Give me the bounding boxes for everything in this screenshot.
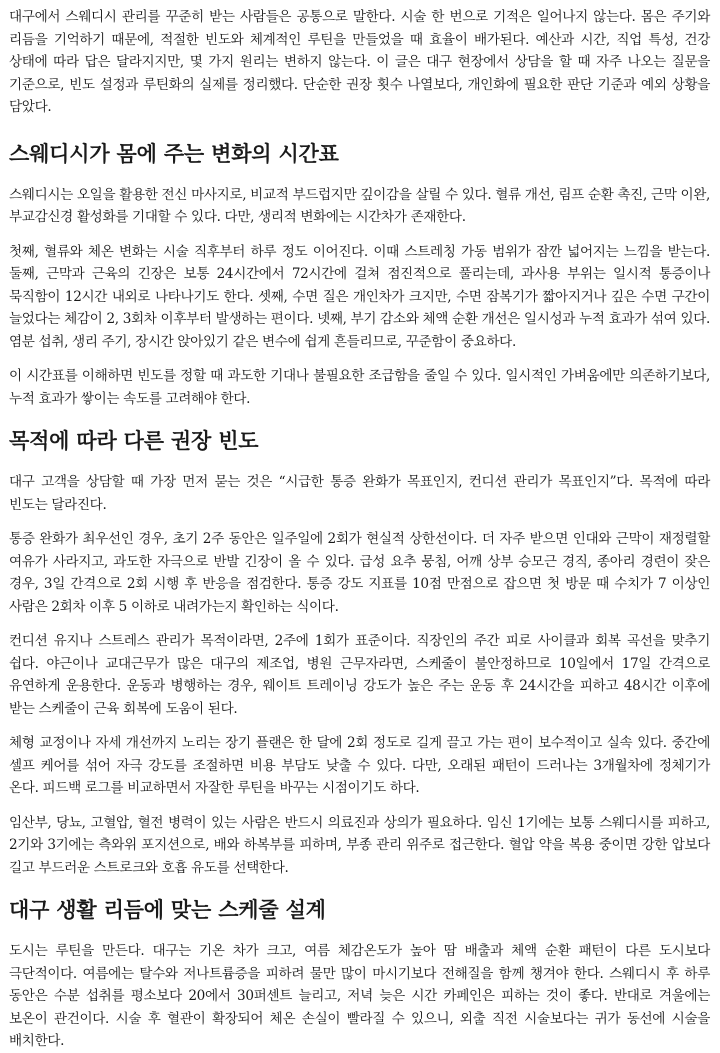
section-time-table [9, 141, 710, 411]
body-paragraph: 첫째, 혈류와 체온 변화는 시술 직후부터 하루 정도 이어진다. 이때 스트레칭 가동 범위가 잠깐 넓어지는 느낌을 받는다. 둘째, 근막과 근육의 긴장은 보통 24시간에서 72시간에 걸쳐 점진적으로 풀리는데, 과사용 부위는 일시적 통증이나 묵직함이 12시간 내외로 나타나기도 한다. 셋째, 수면 질은 개인차가 크지만, 수면 잠복기가 짧아지거나 깊은 수면 구간이 늘었다는 체감이 2, 3회차 이후부터 발생하는 편이다. 넷째, 부기 감소와 체액 순환 개선은 일시성과 누적 효과가 섞여 있다. 염분 섭취, 생리 주기, 장시간 앉아있기 같은 변수에 쉽게 흔들리므로, 꾸준함이 중요하다. [9, 243, 710, 350]
body-paragraph: 대구 고객을 상담할 때 가장 먼저 묻는 것은 “시급한 통증 완화가 목표인지, 컨디션 관리가 목표인지”다. 목적에 따라 빈도는 달라진다. [9, 474, 710, 513]
body-paragraph: 스웨디시는 오일을 활용한 전신 마사지로, 비교적 부드럽지만 깊이감을 살릴 수 있다. 혈류 개선, 림프 순환 촉진, 근막 이완, 부교감신경 활성화를 기대할 수 있다. 다만, 생리적 변화에는 시간차가 존재한다. [9, 186, 710, 225]
body-paragraph: 임산부, 당뇨, 고혈압, 혈전 병력이 있는 사람은 반드시 의료진과 상의가 필요하다. 임신 1기에는 보통 스웨디시를 피하고, 2기와 3기에는 측와위 포지션으로, 배와 하복부를 피하며, 부종 관리 위주로 접근한다. 혈압 약을 복용 중이면 강한 압보다 길고 부드러운 스트로크와 호흡 유도를 선택한다. [9, 814, 710, 876]
body-paragraph: 체형 교정이나 자세 개선까지 노리는 장기 플랜은 한 달에 2회 정도로 길게 끌고 가는 편이 보수적이고 실속 있다. 중간에 셀프 케어를 섞어 자극 강도를 조절하면 비용 부담도 낮출 수 있다. 다만, 오래된 패턴이 드러나는 3개월차에 정체기가 온다. 피드백 로그를 비교하면서 자잘한 루틴을 바꾸는 시점이기도 하다. [9, 735, 710, 796]
section-heading: 스웨디시가 몸에 주는 변화의 시간표 [9, 141, 339, 166]
section-recommended-frequency [9, 428, 710, 879]
section-heading: 목적에 따라 다른 권장 빈도 [9, 429, 259, 453]
intro-paragraph: 대구에서 스웨디시 관리를 꾸준히 받는 사람들은 공통으로 말한다. 시술 한 번으로 기적은 일어나지 않는다. 몸은 주기와 리듬을 기억하기 때문에, 적절한 빈도와 체계적인 루틴을 만들었을 때 효율이 배가된다. 예산과 시간, 직업 특성, 건강 상태에 따라 답은 달라지지만, 몇 가지 원리는 변하지 않는다. 이 글은 대구 현장에서 상담을 할 때 자주 나오는 질문을 기준으로, 빈도 설정과 루틴화의 실제를 정리했다. 단순한 권장 횟수 나열보다, 개인화에 필요한 판단 기준과 예외 상황을 담았다. [9, 9, 710, 115]
section-daegu-schedule [9, 897, 710, 1053]
body-paragraph: 도시는 루틴을 만든다. 대구는 기온 차가 크고, 여름 체감온도가 높아 땀 배출과 체액 순환 패턴이 다른 도시보다 극단적이다. 여름에는 탈수와 저나트륨증을 피하려 물만 많이 마시기보다 전해질을 함께 챙겨야 한다. 스웨디시 후 하루 동안은 수분 섭취를 평소보다 20에서 30퍼센트 늘리고, 저녁 늦은 시간 카페인은 피하는 것이 좋다. 반대로 겨울에는 보온이 관건이다. 시술 후 혈관이 확장되어 체온 손실이 빨라질 수 있으니, 외출 직전 시술보다는 귀가 동선에 시술을 배치한다. [9, 943, 710, 1049]
body-paragraph: 이 시간표를 이해하면 빈도를 정할 때 과도한 기대나 불필요한 조급함을 줄일 수 있다. 일시적인 가벼움에만 의존하기보다, 누적 효과가 쌓이는 속도를 고려해야 한다. [9, 368, 710, 407]
body-paragraph: 통증 완화가 최우선인 경우, 초기 2주 동안은 일주일에 2회가 현실적 상한선이다. 더 자주 받으면 인대와 근막이 재정렬할 여유가 사라지고, 과도한 자극으로 반발 긴장이 올 수 있다. 급성 요추 뭉침, 어깨 상부 승모근 경직, 종아리 경련이 잦은 경우, 3일 간격으로 2회 시행 후 반응을 점검한다. 통증 강도 지표를 10점 만점으로 잡으면 첫 방문 때 수치가 7 이상인 사람은 2회차 이후 5 이하로 내려가는지 확인하는 식이다. [9, 531, 710, 615]
body-paragraph: 컨디션 유지나 스트레스 관리가 목적이라면, 2주에 1회가 표준이다. 직장인의 주간 피로 사이클과 회복 곡선을 맞추기 쉽다. 야근이나 교대근무가 많은 대구의 제조업, 병원 근무자라면, 스케줄이 불안정하므로 10일에서 17일 간격으로 유연하게 운용한다. 운동과 병행하는 경우, 웨이트 트레이닝 강도가 높은 주는 운동 후 24시간을 피하고 48시간 이후에 받는 스케줄이 근육 회복에 도움이 된다. [9, 633, 710, 717]
section-heading: 대구 생활 리듬에 맞는 스케줄 설계 [9, 898, 326, 922]
